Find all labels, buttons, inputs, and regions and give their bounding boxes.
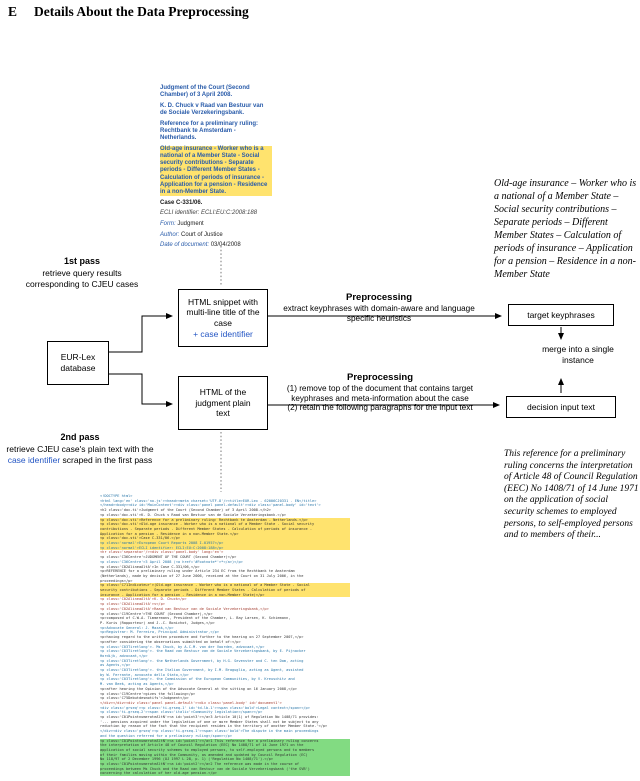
code-line: <p class='doc-sti'>Old-age insurance - Worker who is a national of a Member State - Social security <box>100 522 350 527</box>
judgment-title-line: Judgment of the Court (Second Chamber) of 3 April 2008. <box>160 85 250 99</box>
code-line: as Agents,</p> <box>100 663 131 668</box>
code-line: </div></div><div class='panel panel-default'><div class='panel-body' id='document1'> <box>100 700 282 705</box>
code-line: <p class='C01PointnumeroteAltN'><a id='point1'></a>1 This reference for a preliminary ruling concerns <box>100 739 350 744</box>
code-line: <p class='C02AlineaAltA'>v</p> <box>100 602 165 607</box>
code-line: <p class='C02AlineaAltA'>K. D. Chuck</p> <box>100 597 187 602</box>
form-value: Judgment <box>177 221 204 227</box>
parties-line: K. D. Chuck v Raad van Bestuur van de Sociale Verzekeringsbank. <box>160 102 264 117</box>
code-line: concerning the calculation of her old-age pension.</p> <box>100 771 350 776</box>
code-line: <p class='C03Tiretlong'>- the Raad van Bestuur van de Sociale Verzekeringsbank, by E. Pijnacker <box>100 649 306 654</box>
code-line: <div class='grseq'><p class='ti-grseq-1' id='td-lb-1'><span class='bold'>Legal context</span></p> <box>100 705 310 710</box>
code-line: <p class='C03Tiretlong'>- the Netherlands Government, by H.G. Sevenster and C. ten Dam, acting <box>100 658 304 663</box>
code-line: <p class='C02AlineaAltA'>In Case C-331/06,</p> <box>100 564 200 569</box>
code-line: <p class='C03Tiretlong'>- Ms Chuck, by A.C.M. van der Voorden, advocaat,</p> <box>100 644 265 649</box>
preprocessing-input-note <box>282 372 478 413</box>
preprocessing-keyphrases-title: Preprocessing <box>346 292 412 303</box>
code-line: of their families moving within the Community, as amended and updated by Council Regulation (EC) <box>100 753 350 758</box>
code-line: <p>after considering the observations submitted on behalf of:</p> <box>100 639 241 644</box>
code-line: <p>Registrar: M. Ferreira, Principal Administrator,</p> <box>100 630 219 635</box>
code-line: insurance - Application for a pension - Residence in a non-Member State)</p> <box>100 593 350 598</box>
code-line: (Netherlands), made by decision of 27 June 2006, received at the Court on 31 July 2006, in the <box>100 573 304 578</box>
preprocessing-input-desc2: (2) retain the following paragraphs for the input text <box>287 403 473 413</box>
code-line: <p>composed of C.W.A. Timmermans, President of the Chamber, L. Bay Larsen, K. Schiemann, <box>100 616 291 621</box>
code-line: M. van Beek, acting as Agents,</p> <box>100 682 174 687</box>
code-line: '... pensions acquired under the legislation of one or more Member States shall not be subject to any <box>100 719 319 724</box>
code-line: Hordijk, advocaat,</p> <box>100 653 148 658</box>
html-judgment-box <box>178 376 268 430</box>
extracted-keyphrases-text: Old-age insurance – Worker who is a national of a Member State – Social security contributions – Separate periods – Different Member States – Calculation of periods of insurance – Application for a pension – Residence in a non-Member State <box>494 178 637 280</box>
code-line: </head><body><div id='MainContent'><div class='panel panel-default'><div class='panel-body' id='text'> <box>100 503 321 508</box>
case-number-line: Case C-331/06. <box>160 199 203 206</box>
code-line: <h2 class='doc-ti'>Judgment of the Court (Second Chamber) of 3 April 2008.</h2> <box>100 508 271 513</box>
code-line: <p>REFERENCE for a preliminary ruling under Article 234 EC from the Rechtbank te Amsterdam <box>100 569 295 574</box>
second-pass-desc <box>6 444 153 465</box>
merge-note: merge into a single instance <box>542 344 614 365</box>
eurlex-metadata-card <box>160 85 272 253</box>
code-line: </div><div class='grseq'><p class='ti-grseq-1'><span class='bold'>The dispute in the main proceedings <box>100 729 319 734</box>
reference-line: Reference for a preliminary ruling: Rechtbank te Amsterdam - Netherlands. <box>160 120 259 142</box>
second-pass-label: 2nd pass <box>60 432 100 442</box>
code-line: and the question referred for a preliminary ruling</span></p> <box>100 733 232 738</box>
code-line: <p class='doc-sti'>K. D. Chuck v Raad van Bestuur van de Sociale Verzekeringsbank.</p> <box>100 512 287 517</box>
code-line: Application for a pension - Residence in a non-Member State.</p> <box>100 532 350 537</box>
second-pass-desc-post: scraped in the first pass <box>60 454 153 465</box>
ecli-label: ECLI identifier: <box>160 210 200 217</box>
code-line: <p class='C36Centre'>3 April 2008 (<a href='#Footnote*'>*</a>)</p> <box>100 559 243 564</box>
judgment-excerpt-text: This reference for a preliminary ruling concerns the interpretation of Article 48 of Council Regulation (EEC) No 1408/71 of 14 June 1971 on the application of social security schemes to employed persons, to self-employed persons and to members of their... <box>504 449 639 541</box>
preprocessing-input-desc1: (1) remove top of the document that contains target keyphrases and meta-information about the case <box>286 384 474 403</box>
code-line: contributions - Separate periods - Different Member States - Calculation of periods of insurance - <box>100 527 350 532</box>
author-line <box>160 232 272 239</box>
code-line: <!DOCTYPE html> <box>100 494 133 498</box>
code-line: <p class='doc-sti'>Reference for a preliminary ruling: Rechtbank te Amsterdam - Netherlands.</p> <box>100 518 350 523</box>
second-pass-note <box>6 432 154 466</box>
case-identifier-inline-link: case identifier <box>7 454 61 465</box>
code-line: by W. Ferrante, avvocato dello Stato,</p> <box>100 672 189 677</box>
case-identifier-link-text: + case identifier <box>193 328 253 339</box>
code-line: <p class='C36Centre'>JUDGMENT OF THE COURT (Second Chamber)</p> <box>100 555 237 560</box>
preprocessing-keyphrases-desc: extract keyphrases with domain-aware and language specific heuristics <box>283 304 475 323</box>
html-snippet-box-label: HTML snippet with multi-line title of the case <box>186 296 260 328</box>
highlighted-keyphrases-line: Old-age insurance - Worker who is a national of a Member State - Social security contributions - Separate periods - Different Member States - Calculation of periods of insurance - Application for a pension - Residence in a non-Member State. <box>160 146 272 196</box>
author-value: Court of Justice <box>181 231 223 238</box>
target-keyphrases-label: target keyphrases <box>527 309 595 320</box>
code-line: <p class='C71Indicateur'>(Old-age insurance - Worker who is a national of a Member State - Social <box>100 583 350 588</box>
author-label: Author: <box>160 231 180 238</box>
section-heading <box>8 4 249 20</box>
code-line: <p class='C01PointnumeroteAltN'><a id='point3'></a>3 Article 10(1) of Regulation No 1408/71 provides: <box>100 715 319 720</box>
code-line: proceedings between Ms Chuck and the Raad van Bestuur van de Sociale Verzekeringsbank ('the SVB') <box>100 767 350 772</box>
code-line: <p class='C03Tiretlong'>- the Commission of the European Communities, by V. Kreuschitz and <box>100 677 295 682</box>
code-line: <p>after hearing the Opinion of the Advocate General at the sitting on 16 January 2008,</p> <box>100 686 297 691</box>
ecli-line <box>160 210 272 217</box>
code-line: <p class='C19Centre'>gives the following</p> <box>100 691 196 696</box>
section-title: Details About the Data Preprocessing <box>34 4 249 19</box>
code-line: <p>Advocate General: J. Mazak,</p> <box>100 625 174 630</box>
eurlex-database-box <box>47 341 109 385</box>
target-keyphrases-box <box>508 304 614 326</box>
code-line: security contributions - Separate periods - Different Member States - Calculation of periods of <box>100 588 350 593</box>
preprocessing-keyphrases-note <box>283 292 475 323</box>
code-line: application of social security schemes to employed persons, to self-employed persons and to members <box>100 748 350 753</box>
code-line: <p class='C75Debutdesmotifs'>Judgment</p> <box>100 696 189 701</box>
code-line: <p class='C02AlineaAltA'>Raad van Bestuur van de Sociale Verzekeringsbank,</p> <box>100 606 269 611</box>
html-judgment-box-label: HTML of the judgment plain text <box>195 387 251 419</box>
first-pass-label: 1st pass <box>63 256 101 266</box>
code-line: <p class='C03Tiretlong'>- the Italian Government, by I.M. Braguglia, acting as Agent, assisted <box>100 668 304 673</box>
code-line: P. Kuris (Rapporteur) and J.-C. Bonichot, Judges,</p> <box>100 620 215 625</box>
first-pass-note <box>22 256 142 290</box>
date-label: Date of document: <box>160 242 210 249</box>
code-line: <html lang='en' class='no-js'><head><meta charset='UTF-8'/><title>EUR-Lex - 62006CJ0331 - EN</title> <box>100 498 317 503</box>
ecli-value: ECLI:EU:C:2008:188 <box>201 210 258 217</box>
code-line: <p class='normal'>European Court Reports 2008 I-01957</p> <box>100 541 350 546</box>
eurlex-database-label: EUR-Lex database <box>60 352 96 373</box>
code-line: <p class='C01PointnumeroteAltN'><a id='point2'></a>2 The reference was made in the course of <box>100 762 350 767</box>
form-label: Form: <box>160 221 176 227</box>
code-line: <p class='doc-sti'>Case C-331/06.</p> <box>100 536 350 541</box>
code-line: proceedings</p> <box>100 578 133 583</box>
code-line: <p class='ti-grseq-2'><span class='italic'>Community legislation</span></p> <box>100 710 263 715</box>
decision-input-text-box <box>506 396 616 418</box>
section-letter: E <box>8 4 18 19</box>
code-line: <p class='normal'>ECLI identifier: ECLI:EU:C:2008:188</p> <box>100 546 350 551</box>
second-pass-desc-pre: retrieve CJEU case's plain text with the <box>6 444 154 455</box>
preprocessing-input-title: Preprocessing <box>347 372 413 383</box>
code-line: <p class='C19Centre'>THE COURT (Second Chamber),</p> <box>100 611 213 616</box>
code-line: the interpretation of Article 48 of Council Regulation (EEC) No 1408/71 of 14 June 1971 on the <box>100 743 350 748</box>
connector-database-to-snippet <box>109 316 172 352</box>
first-pass-desc: retrieve query results corresponding to CJEU cases <box>25 268 139 289</box>
connector-database-to-judgment <box>109 374 172 404</box>
code-line: <hr class='separator'/><div class='panel-body' lang='en'> <box>100 550 224 555</box>
html-snippet-box <box>178 289 268 347</box>
date-line <box>160 242 272 249</box>
code-line: <p>having regard to the written procedure and further to the hearing on 27 September 2007,</p> <box>100 635 304 640</box>
decision-input-text-label: decision input text <box>526 401 596 412</box>
code-line: reduction by reason of the fact that the recipient resides in the territory of another Member State.'</p> <box>100 724 328 729</box>
form-line <box>160 221 272 228</box>
code-block <box>100 494 350 778</box>
date-value: 03/04/2008 <box>210 242 241 249</box>
code-line: No 118/97 of 2 December 1996 (OJ 1997 L 28, p. 1) ('Regulation No 1408/71').</p> <box>100 757 350 762</box>
